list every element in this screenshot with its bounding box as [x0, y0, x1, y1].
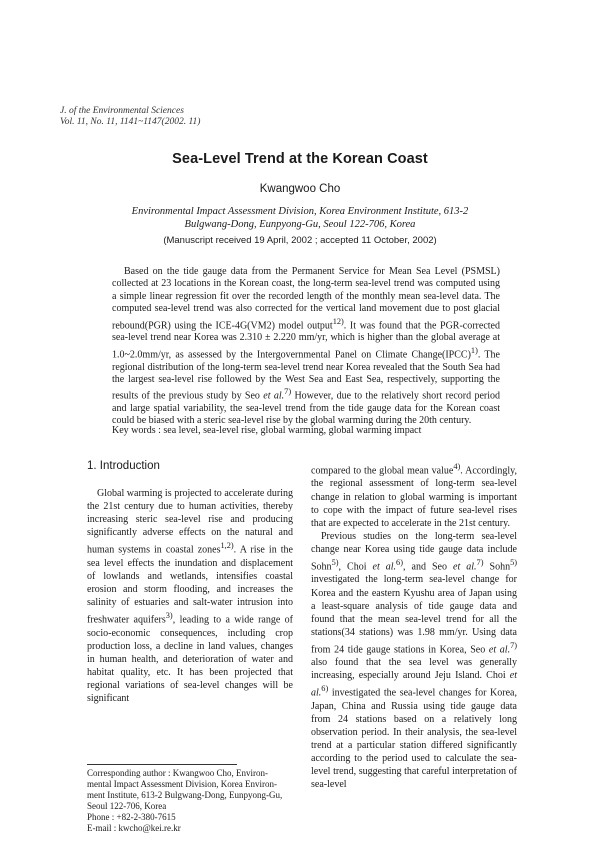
abstract-text: . It was found that the PGR-corrected sea-level trend near Korea was 2.310 ± 2.220 mm/yr, which is higher than the global average at 1.0~2.0mm/yr, as assessed by the Intergovernmental Panel on Climate Change(IPCC): [112, 319, 500, 361]
paragraph-text: . Accordingly, the regional assessment of long-term sea-level change in relation to global warming is important to cope with the impact of future sea-level rises that are expected to accelerate in the 21st century.: [311, 465, 517, 529]
left-column: [87, 460, 293, 705]
footnote-line: Corresponding author : Kwangwoo Cho, Environ-: [87, 768, 268, 778]
et-al: et al.: [311, 670, 517, 699]
et-al: et al.: [372, 561, 397, 573]
paragraph-text: , and Seo: [402, 561, 454, 573]
journal-name: J. of the Environmental Sciences: [60, 106, 184, 116]
paragraph-text: also found that the sea level was generally increasing, especially around Jeju Island. Choi: [311, 657, 517, 682]
manuscript-dates: (Manuscript received 19 April, 2002 ; accepted 11 October, 2002): [163, 235, 437, 246]
journal-volume: Vol. 11, No. 11, 1141~1147(2002. 11): [60, 117, 201, 127]
paragraph-text: , Choi: [338, 561, 373, 573]
footnote-divider: [87, 764, 237, 765]
citation-ref: 12): [332, 316, 344, 326]
citation-ref: 5): [331, 557, 339, 567]
et-al: et al.: [488, 644, 511, 656]
et-al: et al.: [263, 390, 285, 402]
paragraph: [311, 460, 517, 530]
paragraph-text: . A rise in the sea level effects the inundation and displacement of lowlands and wetlands, intensifies coastal erosion and storm flooding, and increases the salinity of estuaries and salt-water intrusion into freshwater aquifers: [87, 544, 293, 626]
et-al: et al.: [453, 561, 477, 573]
citation-ref: 6): [396, 557, 403, 567]
abstract-text: . The regional distribution of the long-term sea-level trend near Korea revealed that the South Sea had the largest sea-level rise followed by the West Sea and East Sea, respectively, supporting the results of the previous study by Seo: [112, 349, 500, 402]
section-heading: 1. Introduction: [87, 460, 160, 472]
author-name: Kwangwoo Cho: [259, 183, 341, 195]
corresponding-author-footnote: [87, 768, 293, 834]
email-address: E-mail : kwcho@kei.re.kr: [87, 823, 181, 833]
abstract-text: Based on the tide gauge data from the Permanent Service for Mean Sea Level (PSMSL) collected at 23 locations in the Korean coast, the long-term sea-level trend was computed using a simple linear regression fit over the recorded length of the monthly mean sea-level data. The computed sea-level trend was also corrected for the vertical land movement due to post glacial rebound(PGR) using the ICE-4G(VM2) model output: [112, 266, 500, 331]
paper-title: Sea-Level Trend at the Korean Coast: [172, 151, 428, 167]
footnote-line: ment Institute, 613-2 Bulgwang-Dong, Eunpyong-Gu,: [87, 790, 283, 800]
affiliation: [0, 205, 600, 231]
citation-ref: 1,2): [220, 541, 234, 551]
citation-ref: 7): [476, 557, 484, 567]
affiliation-line-1: Environmental Impact Assessment Division, Korea Environment Institute, 613-2: [131, 206, 469, 217]
abstract-text: However, due to the relatively short record period and large spatial variability, the sea-level trend from the tide gauge data for the Korean coast could be biased with a steric sea-level rise by the global warming during the 20th century.: [112, 390, 501, 427]
paragraph: [311, 530, 517, 792]
abstract: [112, 266, 500, 428]
citation-ref: 4): [453, 462, 461, 471]
citation-ref: 6): [321, 684, 329, 694]
paragraph-text: Sohn: [483, 561, 511, 573]
paragraph-text: , leading to a wide range of socio-economic consequences, including crop production loss, a decline in land values, changes in human health, and deterioration of water and habitat quality, etc. It has been projected that regional variations of sea-level changes will be significant: [87, 614, 293, 705]
citation-ref: 7): [284, 387, 292, 397]
footnote-line: mental Impact Assessment Division, Korea Environ-: [87, 779, 277, 789]
affiliation-line-2: Bulgwang-Dong, Eunpyong-Gu, Seoul 122-706, Korea: [184, 219, 416, 230]
paragraph-text: investigated the long-term sea-level change for Korea and the eastern Kyushu area of Japan using a least-square analysis of tide gauge data and found that the mean sea-level trend for all the stations(34 stations) was 1.98 mm/yr. Using data from 24 tide gauge stations in Korea, Seo: [311, 574, 517, 656]
paragraph-text: investigated the sea-level changes for Korea, Japan, China and Russia using tide gauge data from 24 stations based on a relatively long observation period. In their analysis, the sea-level trend at a particular station differed significantly according to the period used to calculate the sea- level trend, suggesting that careful interpretation of sea-level: [311, 687, 517, 791]
footnote-line: Seoul 122-706, Korea: [87, 801, 167, 811]
citation-ref: 3): [165, 611, 173, 621]
paragraph-text: Previous studies on the long-term sea-level change near Korea using tide gauge data include Sohn: [311, 530, 517, 573]
keywords: Key words : sea level, sea-level rise, global warming, global warming impact: [112, 425, 422, 436]
citation-ref: 7): [510, 640, 518, 650]
phone-number: Phone : +82-2-380-7615: [87, 812, 176, 822]
journal-citation: [60, 106, 200, 128]
citation-ref: 5): [510, 557, 518, 567]
right-column: [311, 460, 517, 792]
citation-ref: 1): [470, 345, 478, 355]
paragraph-text: compared to the global mean value: [311, 465, 454, 477]
paragraph-text: Global warming is projected to accelerate during the 21st century due to human activities, thereby increasing steric sea-level rise and producing significantly adverse effects on the natural and human systems in coastal zones: [87, 488, 293, 556]
paragraph: [87, 487, 293, 705]
